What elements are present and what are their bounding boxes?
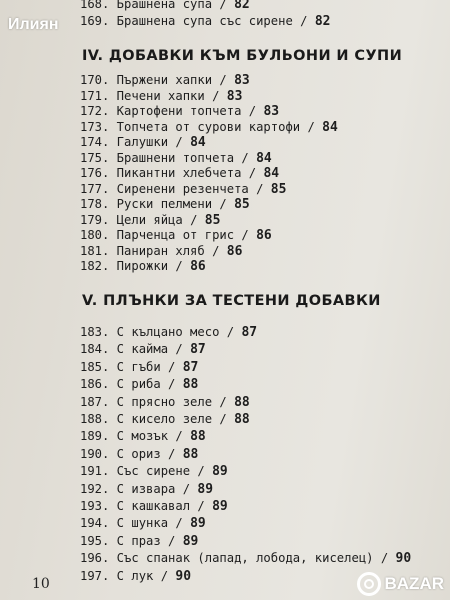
- toc-entry: 186. С риба / 88: [80, 377, 199, 393]
- toc-entry: 195. С праз / 89: [80, 533, 199, 549]
- toc-entry: 180. Парченца от грис / 86: [80, 228, 272, 243]
- toc-entry: 172. Картофени топчета / 83: [80, 104, 280, 119]
- toc-entry: 170. Пържени хапки / 83: [80, 73, 250, 88]
- section-heading-iv: IV. ДОБАВКИ КЪМ БУЛЬОНИ И СУПИ: [82, 48, 403, 64]
- toc-entry: 197. С лук / 90: [80, 568, 192, 584]
- toc-entry: 175. Брашнени топчета / 84: [80, 150, 272, 166]
- toc-entry: 192. С извара / 89: [80, 481, 214, 497]
- bazar-logo-text: BAZAR: [384, 574, 444, 593]
- toc-entry: 176. Пикантни хлебчета / 84: [80, 166, 280, 181]
- section-heading-v: V. ПЛЪНКИ ЗА ТЕСТЕНИ ДОБАВКИ: [82, 293, 381, 309]
- bazar-logo-icon: [357, 572, 381, 596]
- toc-entry: 171. Печени хапки / 83: [80, 88, 243, 104]
- toc-entry: 189. С мозък / 88: [80, 429, 206, 445]
- page-number: 10: [32, 576, 50, 592]
- toc-entry: 168. Брашнена супа / 82: [80, 0, 250, 12]
- toc-entry: 196. Със спанак (лапад, лобода, киселец) / 90: [80, 551, 412, 567]
- toc-entry: 191. Със сирене / 89: [80, 464, 228, 480]
- toc-entry: 190. С ориз / 88: [80, 446, 199, 462]
- toc-entry: 194. С шунка / 89: [80, 516, 206, 532]
- toc-entry: 185. С гъби / 87: [80, 359, 199, 375]
- toc-entry: 182. Пирожки / 86: [80, 259, 206, 274]
- toc-entry: 184. С кайма / 87: [80, 342, 206, 358]
- toc-entry: 178. Руски пелмени / 85: [80, 197, 250, 212]
- watermark-username: Илиян: [8, 16, 59, 33]
- toc-entry: 177. Сиренени резенчета / 85: [80, 181, 287, 197]
- toc-entry: 169. Брашнена супа със сирене / 82: [80, 14, 331, 29]
- toc-entry: 188. С кисело зеле / 88: [80, 412, 250, 427]
- toc-entry: 193. С кашкавал / 89: [80, 499, 228, 514]
- toc-entry: 183. С кълцано месо / 87: [80, 325, 258, 340]
- toc-entry: 187. С прясно зеле / 88: [80, 394, 250, 410]
- toc-entry: 173. Топчета от сурови картофи / 84: [80, 119, 338, 135]
- bazar-logo: [357, 572, 445, 596]
- toc-entry: 174. Галушки / 84: [80, 135, 206, 150]
- toc-entry: 181. Паниран хляб / 86: [80, 243, 243, 259]
- toc-entry: 179. Цели яйца / 85: [80, 212, 221, 228]
